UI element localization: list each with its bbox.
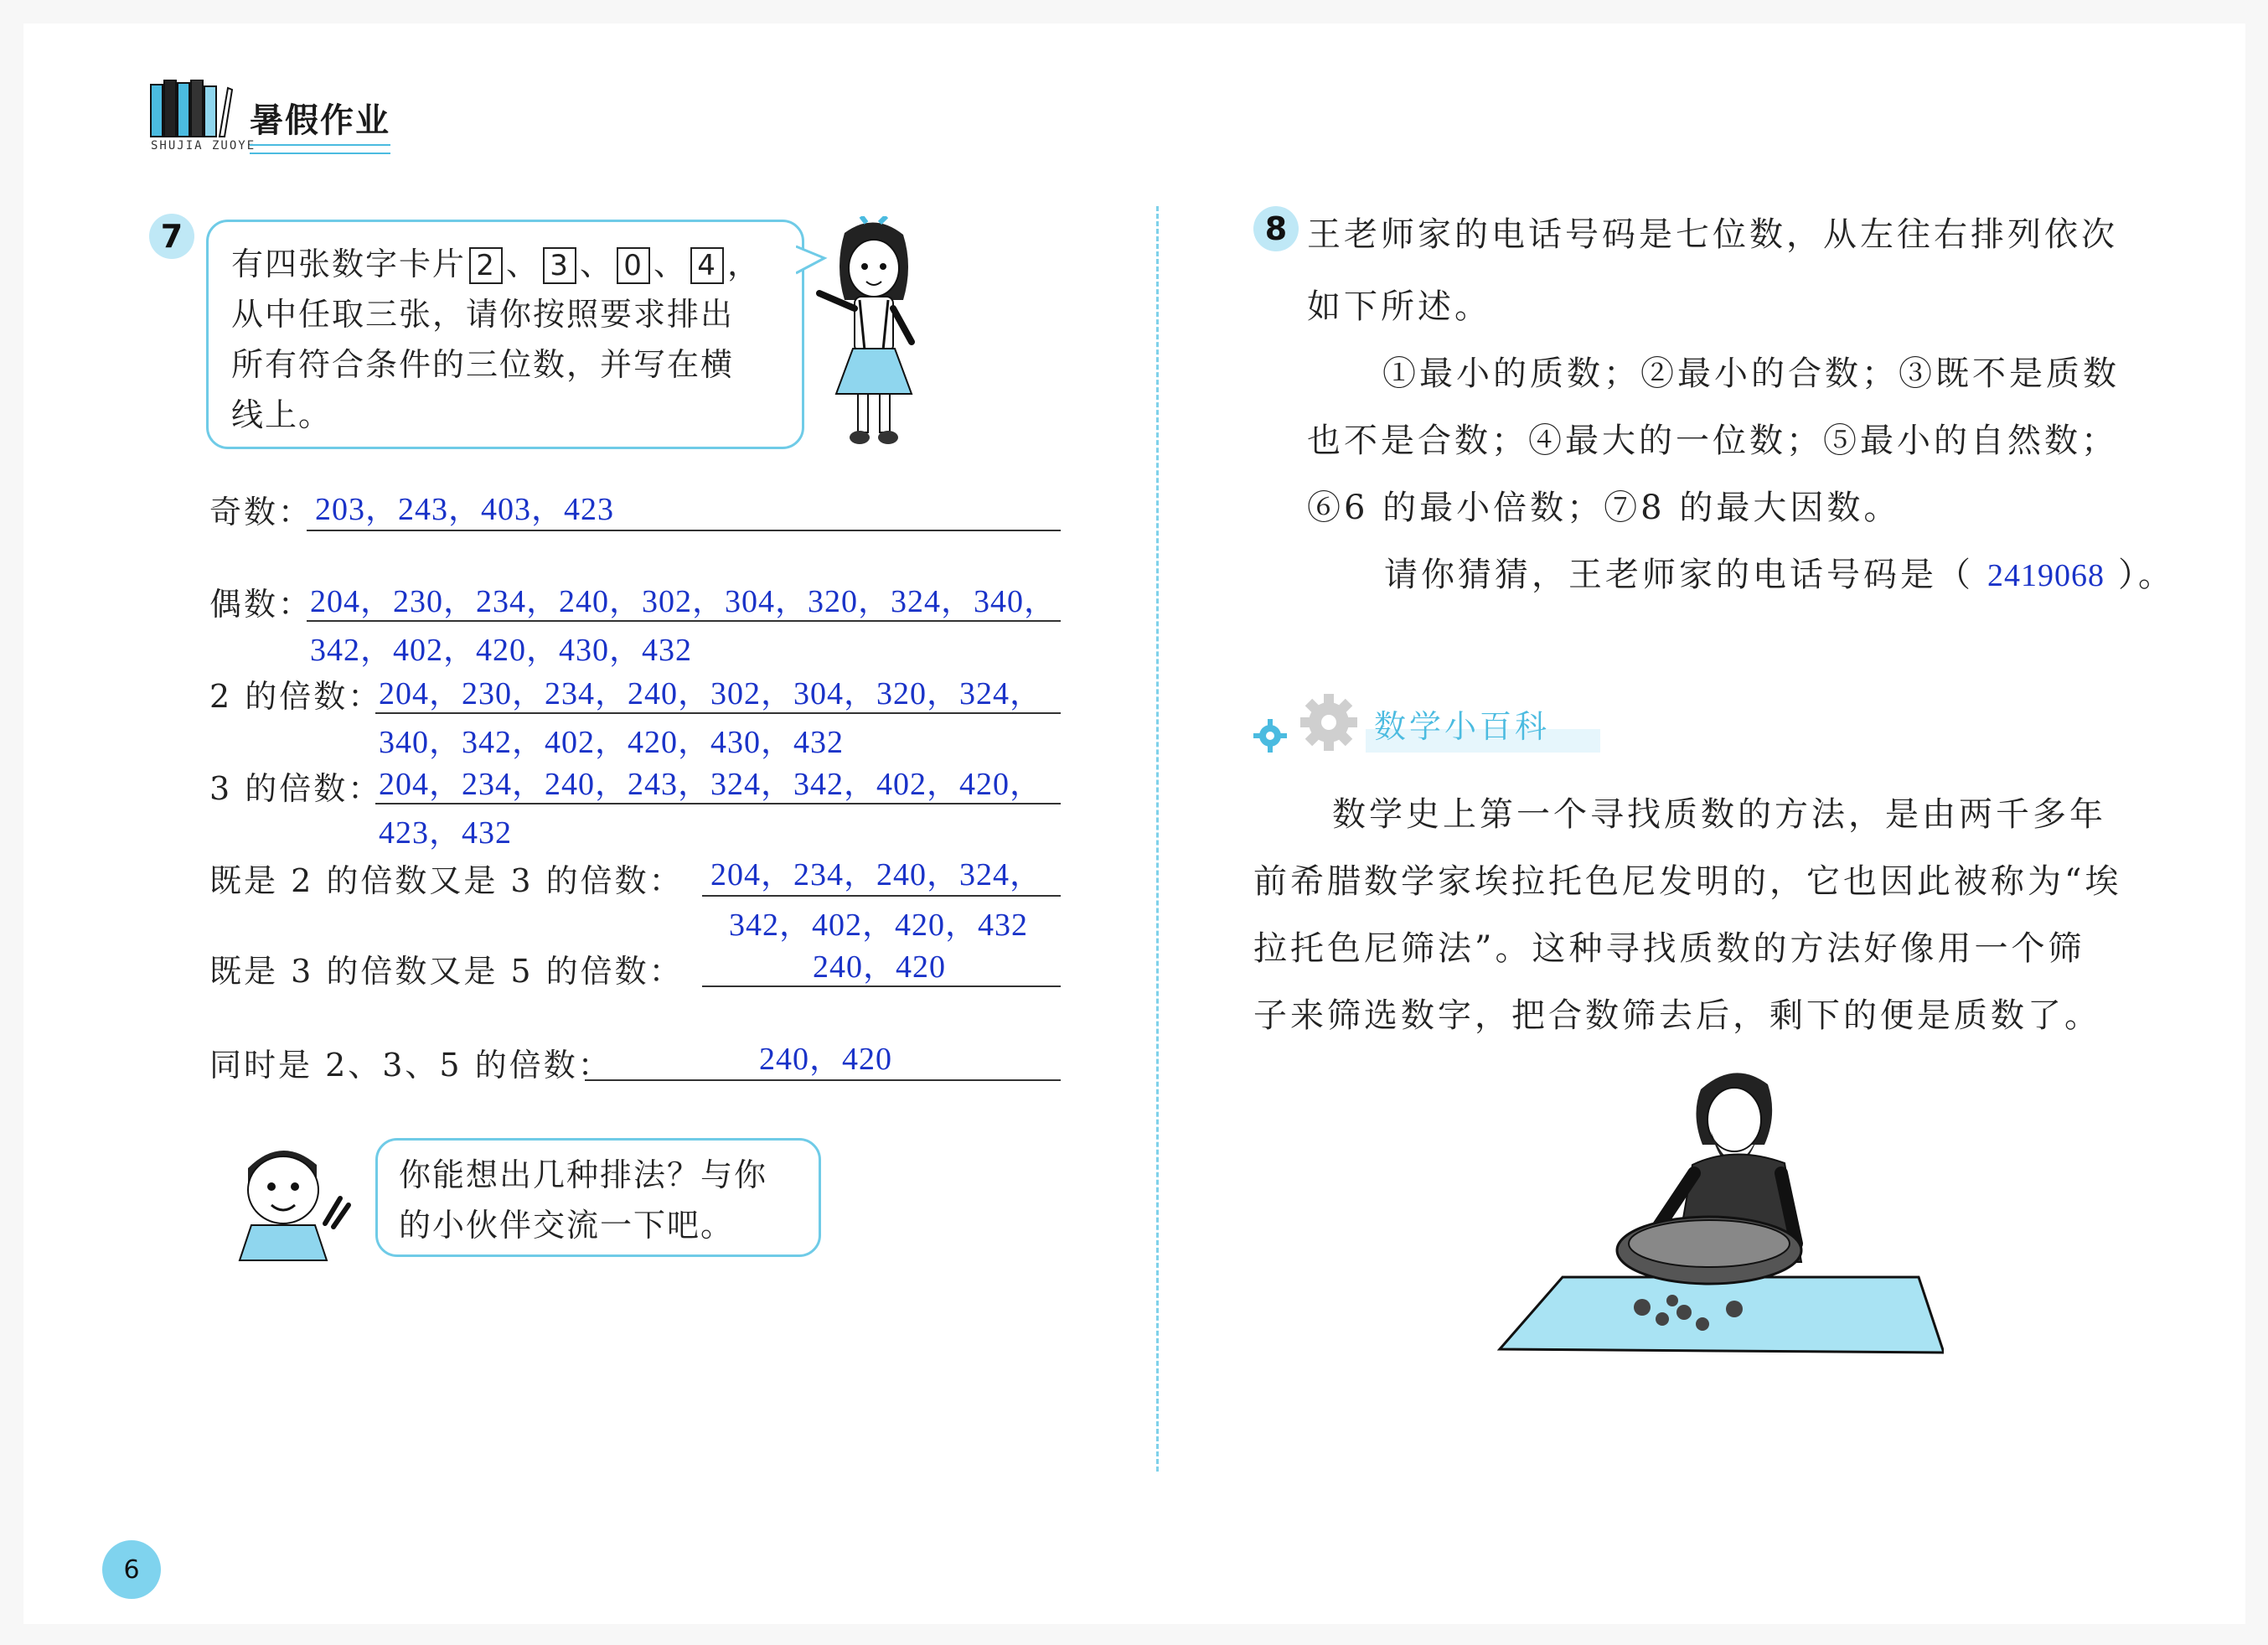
digit-card-3: 3 — [543, 247, 576, 284]
answer-line — [307, 530, 1061, 531]
q8-question-suffix: ）。 — [2118, 556, 2175, 594]
header-title: 暑假作业 — [250, 101, 390, 140]
answer-multiple-of-2-3-5: 240，420 — [759, 1042, 893, 1077]
tip-line-1: 你能想出几种排法？与你 — [399, 1156, 768, 1193]
answer-multiple-of-2-and-3-1: 204，234，240，324， — [710, 857, 1043, 892]
baike-title: 数学小百科 — [1374, 708, 1551, 745]
answer-multiple-of-2-1: 204，230，234，240，302，304，320，324， — [379, 676, 1043, 711]
answer-even-1: 204，230，234，240，302，304，320，324，340， — [310, 584, 1057, 619]
row-label-multiple-of-2-3-5: 同时是 2、3、5 的倍数： — [209, 1047, 612, 1084]
q8-answer: 2419068 — [1987, 558, 2105, 593]
row-label-multiple-of-2-and-3: 既是 2 的倍数又是 3 的倍数： — [209, 862, 684, 899]
prompt-line-1: 有四张数字卡片 2 、 3 、 0 、 4 ， — [231, 246, 762, 282]
answer-odd: 203，243，403，423 — [315, 492, 615, 527]
q8-line-4: 也不是合数；④最大的一位数；⑤最小的自然数； — [1307, 422, 2118, 460]
answer-line — [702, 895, 1061, 897]
girl-illustration-icon — [811, 216, 937, 451]
answer-multiple-of-3-1: 204，234，240，243，324，342，402，420， — [379, 767, 1043, 802]
answer-multiple-of-2-2: 340，342，402，420，430，432 — [379, 725, 845, 760]
row-label-multiple-of-3: 3 的倍数： — [209, 770, 383, 807]
answer-multiple-of-2-and-3-2: 342，402，420，432 — [729, 908, 1029, 943]
baike-line-3: 拉托色尼筛法”。这种寻找质数的方法好像用一个筛 — [1253, 929, 2085, 968]
digit-card-2: 2 — [469, 247, 503, 284]
digit-card-4: 4 — [690, 247, 724, 284]
prompt-line-3: 所有符合条件的三位数，并写在横 — [231, 346, 735, 383]
question-7-prompt — [231, 239, 801, 440]
baike-line-4: 子来筛选数字，把合数筛去后，剩下的便是质数了。 — [1253, 996, 2101, 1035]
baike-line-1: 数学史上第一个寻找质数的方法，是由两千多年 — [1332, 795, 2106, 834]
answer-line — [585, 1079, 1061, 1081]
digit-card-0: 0 — [617, 247, 650, 284]
prompt-line-4: 线上。 — [231, 396, 333, 433]
question-7-badge: 7 — [149, 214, 194, 259]
q8-question — [1384, 548, 2175, 596]
q8-line-5: ⑥6 的最小倍数；⑦8 的最大因数。 — [1307, 489, 1901, 527]
page-number-badge: 6 — [102, 1540, 161, 1599]
baike-line-2: 前希腊数学家埃拉托色尼发明的，它也因此被称为“埃 — [1253, 862, 2122, 901]
header-subtitle: SHUJIA ZUOYE — [151, 139, 256, 153]
q8-line-2: 如下所述。 — [1307, 287, 1491, 326]
tip-line-2: 的小伙伴交流一下吧。 — [399, 1207, 735, 1244]
row-label-odd: 奇数： — [209, 494, 313, 530]
answer-multiple-of-3-2: 423，432 — [379, 815, 513, 851]
answer-even-2: 342，402，420，430，432 — [310, 633, 693, 668]
q8-line-3: ①最小的质数；②最小的合数；③既不是质数 — [1382, 354, 2120, 393]
row-label-even: 偶数： — [209, 586, 313, 623]
answer-multiple-of-3-and-5: 240，420 — [813, 949, 947, 985]
header-rule — [250, 144, 390, 154]
q8-question-prefix: 请你猜猜，王老师家的电话号码是（ — [1384, 556, 1974, 594]
prompt-line-2: 从中任取三张，请你按照要求排出 — [231, 296, 735, 333]
gear-icon — [1252, 692, 1366, 759]
row-label-multiple-of-3-and-5: 既是 3 的倍数又是 5 的倍数： — [209, 953, 684, 990]
row-label-multiple-of-2: 2 的倍数： — [209, 678, 383, 715]
boy-illustration-icon — [223, 1135, 357, 1269]
eratosthenes-sieve-illustration-icon — [1483, 1064, 1944, 1361]
books-logo-icon — [149, 80, 233, 138]
question-8-badge: 8 — [1253, 206, 1299, 251]
tip-text — [399, 1150, 767, 1250]
page-divider — [1156, 206, 1159, 1472]
q8-line-1: 王老师家的电话号码是七位数，从左往右排列依次 — [1307, 215, 2118, 254]
